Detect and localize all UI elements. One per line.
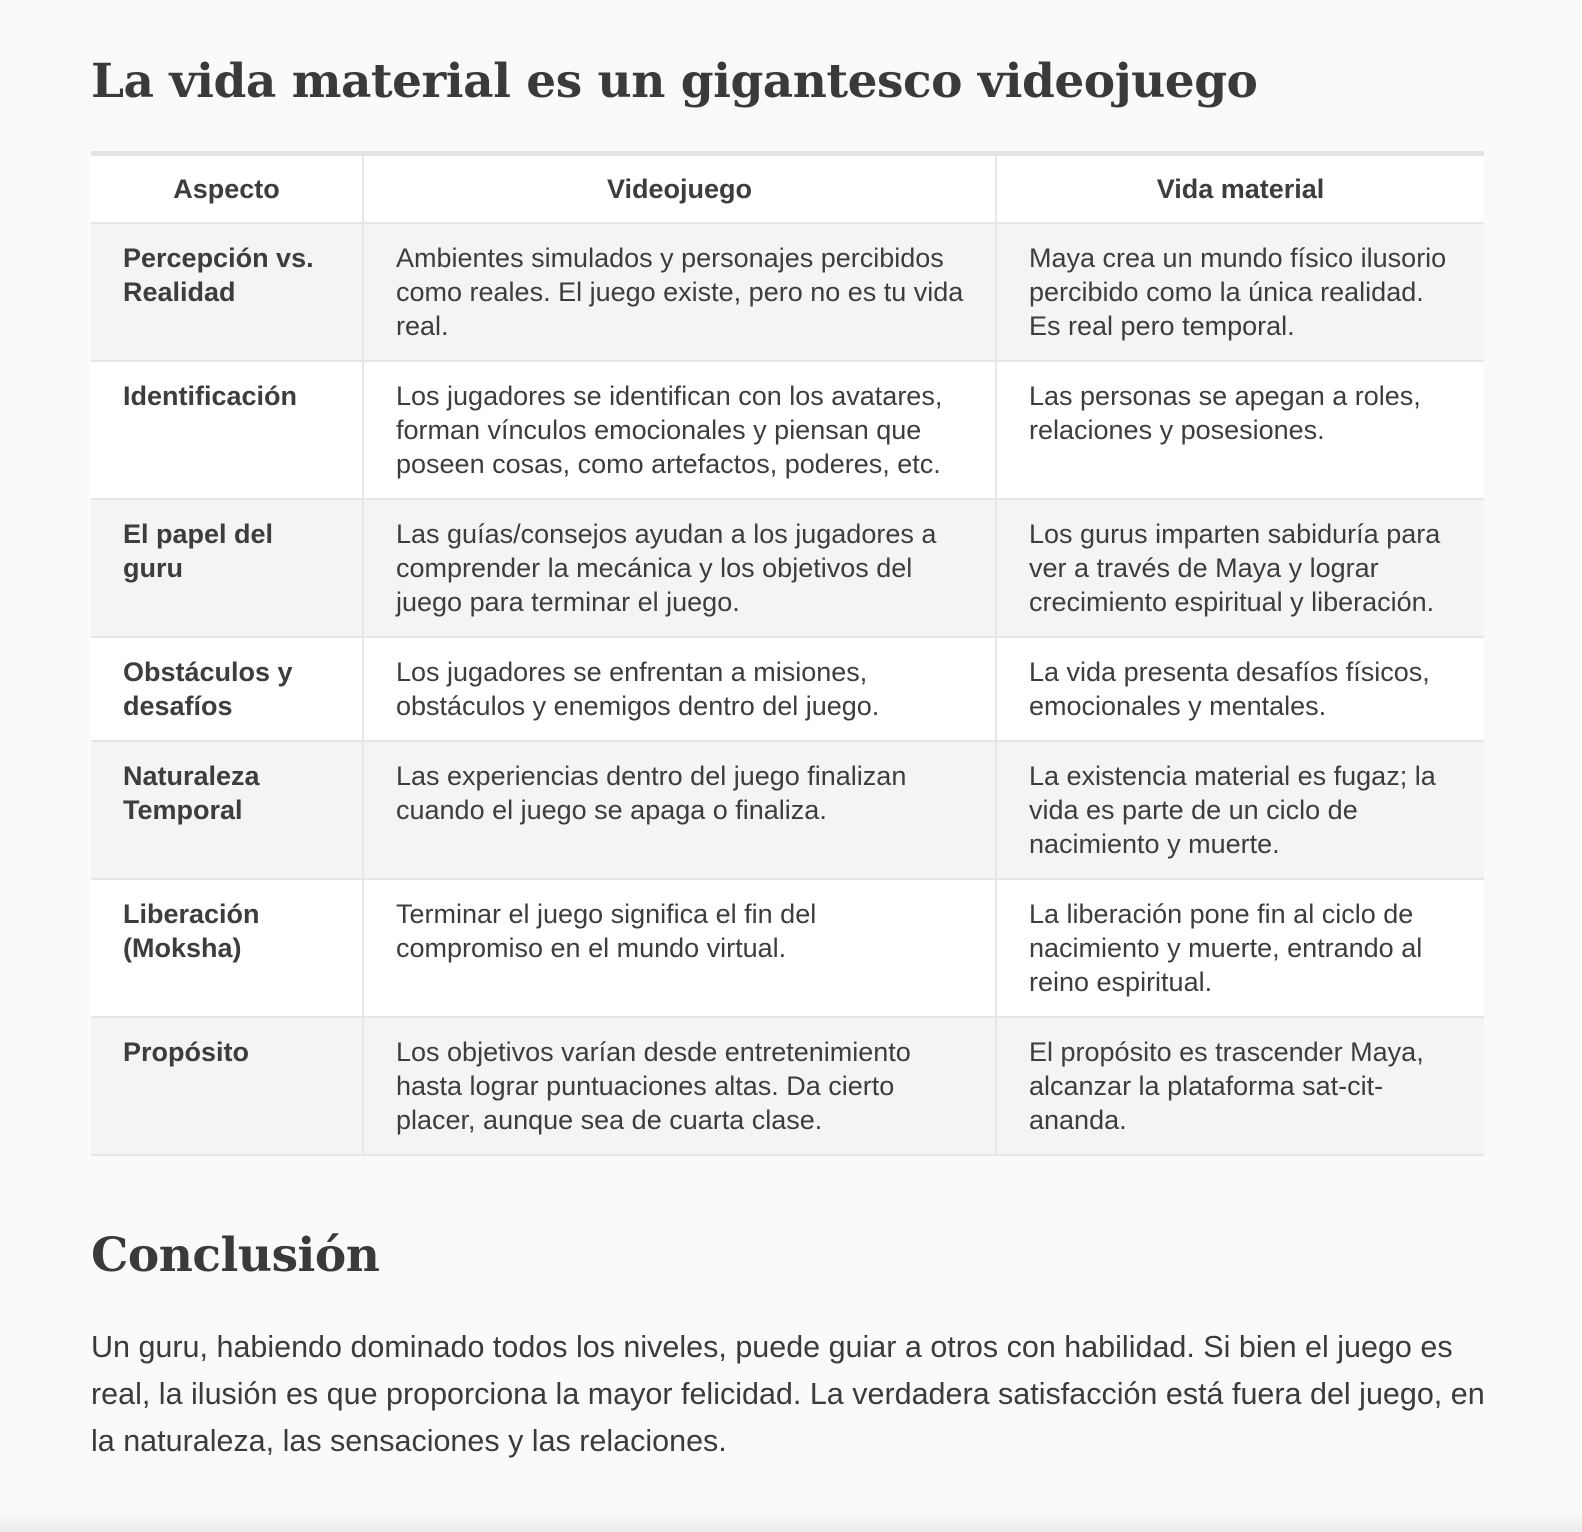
material-life-cell: Las personas se apegan a roles, relaciones y posesiones.: [996, 361, 1484, 499]
videogame-cell: Las experiencias dentro del juego finalizan cuando el juego se apaga o finaliza.: [363, 741, 996, 879]
aspect-cell: Propósito: [91, 1017, 363, 1155]
material-life-cell: La existencia material es fugaz; la vida es parte de un ciclo de nacimiento y muerte.: [996, 741, 1484, 879]
videogame-cell: Ambientes simulados y personajes percibidos como reales. El juego existe, pero no es tu vida real.: [363, 223, 996, 361]
conclusion-heading: Conclusión: [91, 1228, 380, 1283]
aspect-cell: Obstáculos y desafíos: [91, 637, 363, 741]
table-row: [91, 499, 1484, 637]
column-header-aspect: Aspecto: [91, 154, 363, 224]
table-row: [91, 223, 1484, 361]
aspect-cell: Percepción vs. Realidad: [91, 223, 363, 361]
videogame-cell: Los jugadores se enfrentan a misiones, obstáculos y enemigos dentro del juego.: [363, 637, 996, 741]
material-life-cell: Maya crea un mundo físico ilusorio percibido como la única realidad. Es real pero temporal.: [996, 223, 1484, 361]
material-life-cell: La liberación pone fin al ciclo de nacimiento y muerte, entrando al reino espiritual.: [996, 879, 1484, 1017]
videogame-cell: Terminar el juego significa el fin del compromiso en el mundo virtual.: [363, 879, 996, 1017]
column-header-videogame: Videojuego: [363, 154, 996, 224]
table-row: [91, 361, 1484, 499]
material-life-cell: Los gurus imparten sabiduría para ver a través de Maya y lograr crecimiento espiritual y liberación.: [996, 499, 1484, 637]
table-row: [91, 1017, 1484, 1155]
videogame-cell: Los jugadores se identifican con los avatares, forman vínculos emocionales y piensan que poseen cosas, como artefactos, poderes, etc.: [363, 361, 996, 499]
material-life-cell: El propósito es trascender Maya, alcanzar la plataforma sat-cit-ananda.: [996, 1017, 1484, 1155]
comparison-table: [91, 151, 1484, 1156]
conclusion-paragraph: Un guru, habiendo dominado todos los niveles, puede guiar a otros con habilidad. Si bien el juego es real, la ilusión es que proporciona la mayor felicidad. La verdadera satisfacción está fuera del juego, en la naturaleza, las sensaciones y las relaciones.: [91, 1330, 1485, 1458]
videogame-cell: Las guías/consejos ayudan a los jugadores a comprender la mecánica y los objetivos del juego para terminar el juego.: [363, 499, 996, 637]
material-life-cell: La vida presenta desafíos físicos, emocionales y mentales.: [996, 637, 1484, 741]
aspect-cell: Identificación: [91, 361, 363, 499]
aspect-cell: Liberación (Moksha): [91, 879, 363, 1017]
table-row: [91, 741, 1484, 879]
table-row: [91, 879, 1484, 1017]
page-title: La vida material es un gigantesco videojuego: [91, 54, 1258, 109]
videogame-cell: Los objetivos varían desde entretenimiento hasta lograr puntuaciones altas. Da cierto placer, aunque sea de cuarta clase.: [363, 1017, 996, 1155]
aspect-cell: El papel del guru: [91, 499, 363, 637]
bottom-fade: [0, 1510, 1582, 1532]
column-header-material-life: Vida material: [996, 154, 1484, 224]
table-row: [91, 637, 1484, 741]
table-header-row: [91, 154, 1484, 224]
aspect-cell: Naturaleza Temporal: [91, 741, 363, 879]
